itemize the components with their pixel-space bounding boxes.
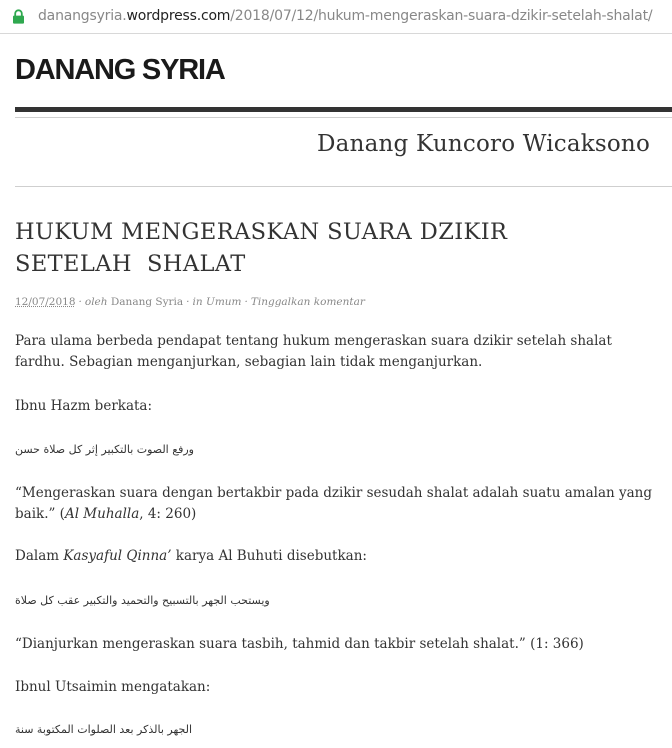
arabic-quote-1: ورفع الصوت بالتكبير إثر كل صلاة حسن [15,443,194,456]
site-title[interactable]: DANANG SYRIA [15,54,225,86]
paragraph-translation-2: “Dianjurkan mengeraskan suara tasbih, tahmid dan takbir setelah shalat.” (1: 366) [15,636,584,652]
leave-comment-link[interactable]: Tinggalkan komentar [250,296,365,308]
header-divider-thick [15,107,672,112]
paragraph-translation-1: “Mengeraskan suara dengan bertakbir pada dzikir sesudah shalat adalah suatu amalan yang baik.” (Al Muhalla, 4: 260) [15,485,652,522]
meta-separator: · [244,296,248,308]
post-title [15,216,615,280]
paragraph-ibnul-utsaimin: Ibnul Utsaimin mengatakan: [15,679,211,695]
browser-address-bar[interactable] [0,0,672,34]
meta-separator: · [186,296,190,308]
site-tagline: Danang Kuncoro Wicaksono [317,131,650,157]
arabic-quote-3: الجهر بالذكر بعد الصلوات المكتوبة سنة [15,723,193,736]
meta-by-label: oleh [84,296,108,308]
secure-lock-icon [12,9,25,24]
post-date-link[interactable]: 12/07/2018 [15,296,76,308]
post-title-line-2: SETELAH SHALAT [15,251,246,277]
meta-separator: · [78,296,82,308]
tagline-divider [15,186,672,187]
paragraph-kasyaful-qinna: Dalam Kasyaful Qinna’ karya Al Buhuti disebutkan: [15,548,367,564]
post-meta [15,296,365,308]
post-author-link[interactable]: Danang Syria [110,296,184,308]
meta-in-label: in [192,296,203,308]
arabic-quote-2: ويستحب الجهر بالتسبيح والتحميد والتكبير عقب كل صلاة [15,594,270,607]
post-category-link[interactable]: Umum [205,296,242,308]
address-url[interactable]: danangsyria.wordpress.com/2018/07/12/hukum-mengeraskan-suara-dzikir-setelah-shalat/ [38,8,653,24]
paragraph-intro: Para ulama berbeda pendapat tentang hukum mengeraskan suara dzikir setelah shalat fardhu. Sebagian menganjurkan, sebagian lain tidak menganjurkan. [15,333,612,370]
header-divider-thin [15,117,672,118]
post-title-line-1: HUKUM MENGERASKAN SUARA DZIKIR [15,219,508,245]
paragraph-ibnu-hazm: Ibnu Hazm berkata: [15,398,153,414]
